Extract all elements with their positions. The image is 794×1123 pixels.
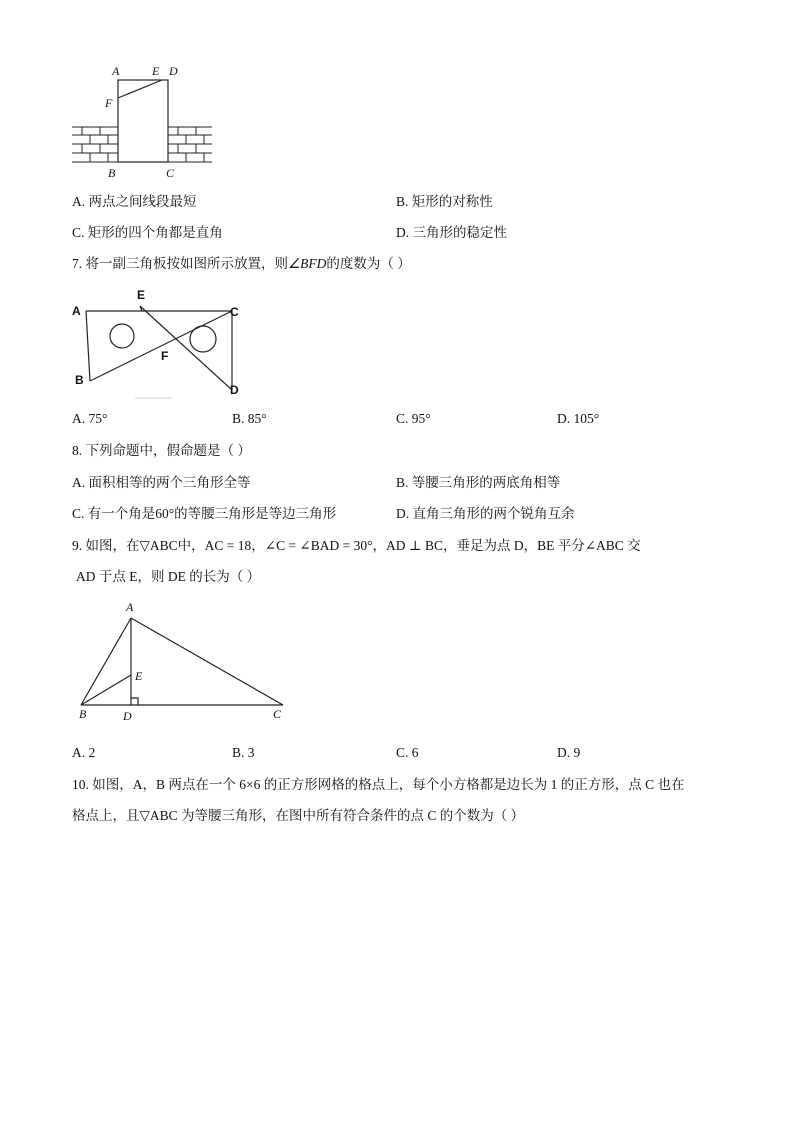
q6-label-e: E bbox=[152, 64, 160, 78]
q7-set-squares-figure bbox=[70, 286, 250, 404]
q7-option-d: D. 105° bbox=[557, 411, 600, 426]
q6-option-c: C. 矩形的四个角都是直角 bbox=[72, 225, 223, 240]
q7-label-a: A bbox=[72, 304, 81, 318]
q8-option-d: D. 直角三角形的两个锐角互余 bbox=[396, 506, 575, 521]
q7-label-e: E bbox=[137, 288, 146, 302]
q7-label-d: D bbox=[230, 383, 239, 397]
q6-door-figure bbox=[70, 62, 215, 182]
right-brick-wall bbox=[168, 127, 212, 162]
q6-option-a: A. 两点之间线段最短 bbox=[72, 194, 197, 209]
q7-option-a: A. 75° bbox=[72, 411, 108, 426]
q10-stem-line2: 格点上，且▽ABC 为等腰三角形，在图中所有符合条件的点 C 的个数为（ ） bbox=[72, 808, 525, 823]
q6-option-b: B. 矩形的对称性 bbox=[396, 194, 493, 209]
q9-option-a: A. 2 bbox=[72, 745, 96, 760]
left-brick-wall bbox=[72, 127, 118, 162]
q9-stem-line2: AD 于点 E，则 DE 的长为（ ） bbox=[76, 569, 261, 584]
q9-label-e: E bbox=[135, 669, 143, 683]
q9-option-d: D. 9 bbox=[557, 745, 581, 760]
q8-option-a: A. 面积相等的两个三角形全等 bbox=[72, 475, 251, 490]
q6-label-a: A bbox=[112, 64, 120, 78]
q9-option-c: C. 6 bbox=[396, 745, 419, 760]
q7-stem-suffix: 的度数为（ ） bbox=[326, 256, 411, 271]
q7-label-c: C bbox=[230, 305, 239, 319]
q9-label-c: C bbox=[273, 707, 282, 721]
q7-option-c: C. 95° bbox=[396, 411, 431, 426]
q9-label-a: A bbox=[126, 600, 134, 614]
q7-stem-prefix: 7. 将一副三角板按如图所示放置，则 bbox=[72, 256, 288, 271]
q9-label-d: D bbox=[123, 709, 132, 723]
q9-triangle-figure bbox=[76, 612, 288, 712]
q9-option-b: B. 3 bbox=[232, 745, 255, 760]
q6-label-f: F bbox=[105, 96, 113, 110]
q9-stem-line1: 9. 如图，在▽ABC中，AC = 18，∠C = ∠BAD = 30°，AD ⊥ BC，垂足为点 D，BE 平分∠ABC 交 bbox=[72, 538, 641, 553]
q8-stem: 8. 下列命题中，假命题是（ ） bbox=[72, 443, 251, 458]
q8-option-c: C. 有一个角是60°的等腰三角形是等边三角形 bbox=[72, 506, 337, 521]
q6-label-b: B bbox=[108, 166, 116, 180]
q7-option-b: B. 85° bbox=[232, 411, 267, 426]
q6-option-d: D. 三角形的稳定性 bbox=[396, 225, 507, 240]
q7-label-b: B bbox=[75, 373, 84, 387]
q7-stem-angle: ∠BFD bbox=[288, 256, 327, 271]
q10-stem-line1: 10. 如图，A，B 两点在一个 6×6 的正方形网格的格点上，每个小方格都是边长为 1 的正方形，点 C 也在 bbox=[72, 777, 685, 792]
q6-label-d: D bbox=[169, 64, 178, 78]
q6-label-c: C bbox=[166, 166, 175, 180]
q8-option-b: B. 等腰三角形的两底角相等 bbox=[396, 475, 561, 490]
door-rectangle bbox=[118, 80, 168, 162]
q7-stem bbox=[72, 255, 411, 273]
q7-label-f: F bbox=[161, 349, 169, 363]
q9-label-b: B bbox=[79, 707, 87, 721]
